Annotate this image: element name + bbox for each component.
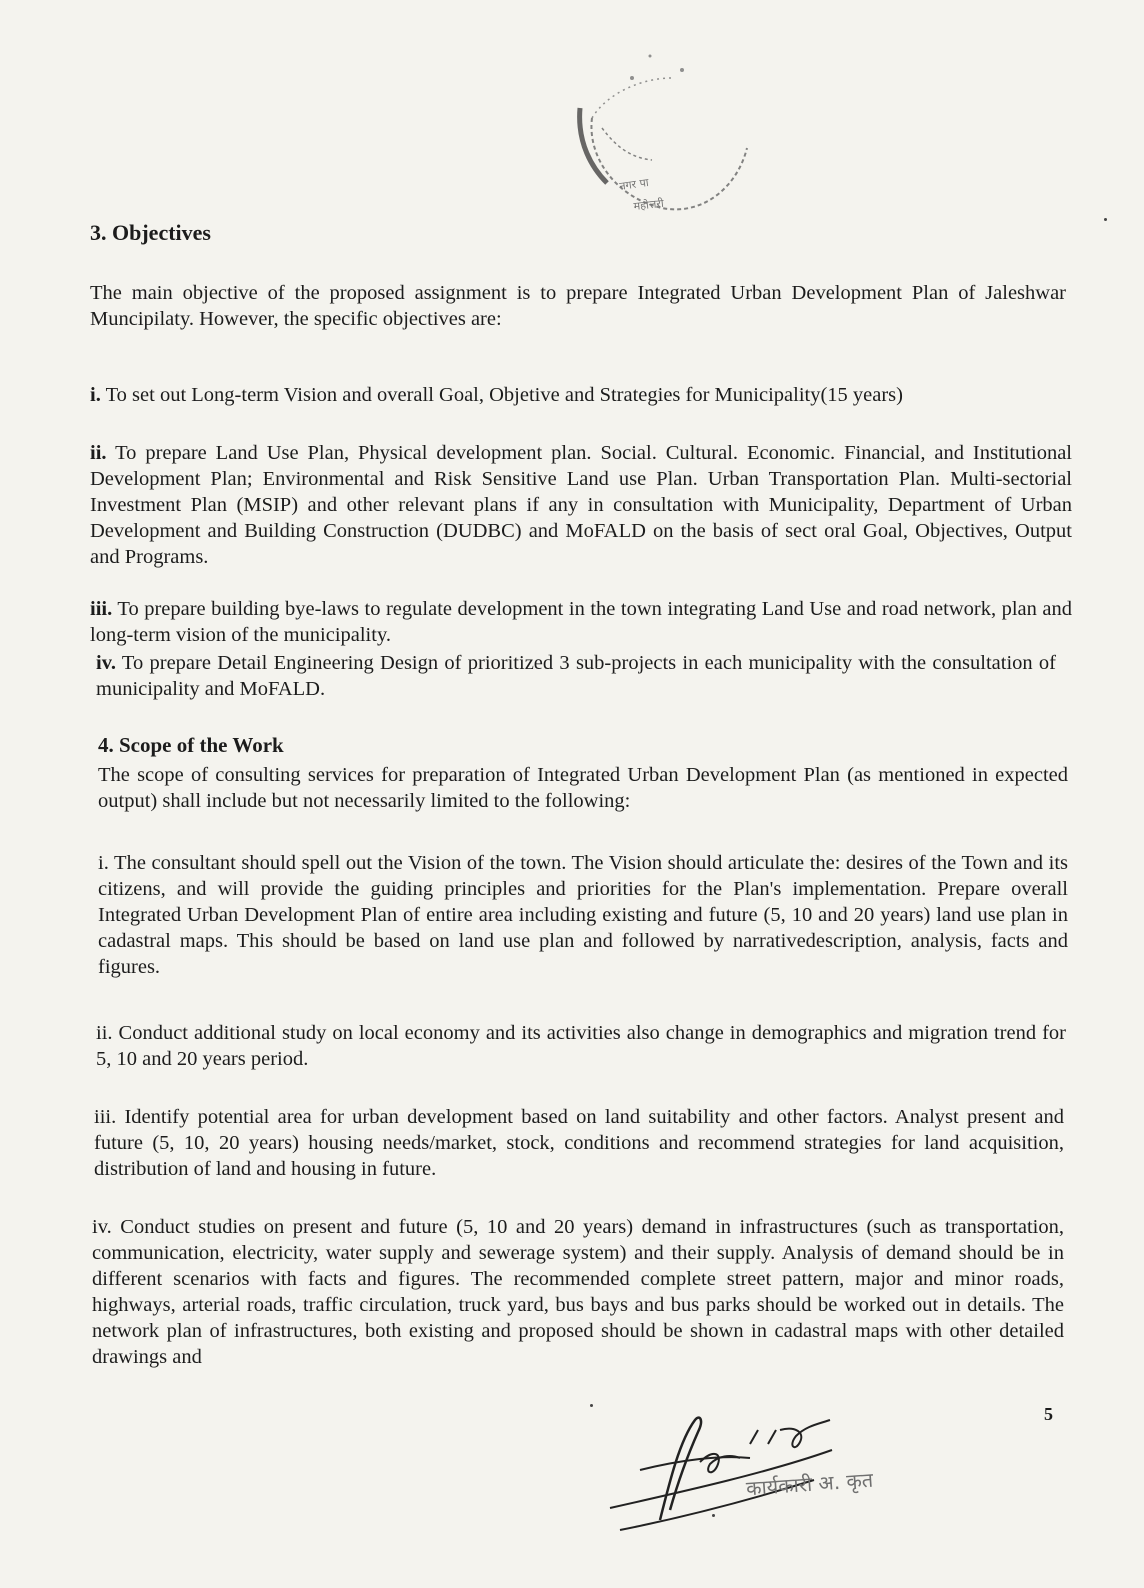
objective-item-text: To prepare Detail Engineering Design of prioritized 3 sub-projects in each municipality with the consultation of municipality and MoFALD. bbox=[96, 652, 1056, 700]
objective-item-label: iv. bbox=[96, 652, 116, 674]
scope-item-label: iv. bbox=[92, 1216, 112, 1238]
scope-item-text: Identify potential area for urban development based on land suitability and other factors. Analyst present and future (5, 10, 20 years) housing needs/market, stock, conditions and recommend strategies for land acquisition, distribution of land and housing in future. bbox=[94, 1106, 1064, 1180]
stamp-text-line1: नगर पा bbox=[618, 176, 650, 193]
section3-heading: 3. Objectives bbox=[90, 220, 211, 245]
objective-item-4 bbox=[96, 650, 1056, 702]
scope-item-text: Conduct studies on present and future (5, 10 and 20 years) demand in infrastructures (such as transportation, communication, electricity, water supply and sewerage system) and their supply. Analysis of demand should be in different scenarios with facts and figures. The recommended complete street pattern, major and minor roads, highways, arterial roads, traffic circulation, truck yard, bus bays and bus parks should be worked out in details. The network plan of infrastructures, both existing and proposed should be shown in cadastral maps with other detailed drawings and bbox=[92, 1216, 1064, 1368]
objective-item-3 bbox=[90, 596, 1072, 648]
scan-speck bbox=[712, 1514, 715, 1517]
section3-intro: The main objective of the proposed assignment is to prepare Integrated Urban Development Plan of Jaleshwar Muncipilaty. However, the specific objectives are: bbox=[90, 282, 1066, 330]
section4-intro: The scope of consulting services for preparation of Integrated Urban Development Plan (as mentioned in expected output) shall include but not necessarily limited to the following: bbox=[98, 764, 1068, 812]
stamp-text-line2: महोत्तरी bbox=[632, 196, 665, 213]
scan-speck bbox=[590, 1404, 593, 1407]
scope-item-3 bbox=[94, 1104, 1064, 1182]
scope-item-text: Conduct additional study on local economy and its activities also change in demographics and migration trend for 5, 10 and 20 years period. bbox=[96, 1022, 1067, 1070]
signatory-designation: कार्यकारी अ. कृत bbox=[745, 1467, 874, 1501]
objective-item-1 bbox=[90, 382, 1026, 408]
scope-item-label: i. bbox=[98, 852, 109, 874]
scope-item-text: The consultant should spell out the Vision of the town. The Vision should articulate the: desires of the Town and its citizens, and will provide the guiding principles and priorities for the Plan's implementation. Prepare overall Integrated Urban Development Plan of entire area including existing and future (5, 10 and 20 years) land use plan in cadastral maps. This should be based on land use plan and followed by narrativedescription, analysis, facts and figures. bbox=[98, 852, 1068, 978]
objective-item-label: ii. bbox=[90, 442, 107, 464]
scan-speck bbox=[1104, 218, 1107, 221]
scope-item-4 bbox=[92, 1214, 1064, 1370]
objective-item-label: i. bbox=[90, 384, 101, 406]
objective-item-text: To prepare building bye-laws to regulate development in the town integrating Land Use and road network, plan and long-term vision of the municipality. bbox=[90, 598, 1072, 646]
objective-item-text: To prepare Land Use Plan, Physical development plan. Social. Cultural. Economic. Financial, and Institutional Development Plan; Environmental and Risk Sensitive Land use Plan. Urban Transportation Plan. Multi-sectorial Investment Plan (MSIP) and other relevant plans if any in consultation with Municipality, Department of Urban Development and Building Construction (DUDBC) and MoFALD on the basis of sect oral Goal, Objectives, Output and Programs. bbox=[90, 442, 1072, 568]
page-number: 5 bbox=[1044, 1404, 1053, 1424]
scope-item-label: iii. bbox=[94, 1106, 117, 1128]
section4-heading: 4. Scope of the Work bbox=[98, 733, 284, 757]
scope-item-1 bbox=[98, 850, 1068, 980]
official-seal-stamp bbox=[572, 48, 762, 223]
objective-item-2 bbox=[90, 440, 1072, 570]
scope-item-label: ii. bbox=[96, 1022, 113, 1044]
objective-item-label: iii. bbox=[90, 598, 113, 620]
objective-item-text: To set out Long-term Vision and overall Goal, Objetive and Strategies for Municipality(15 years) bbox=[105, 384, 903, 406]
scope-item-2 bbox=[96, 1020, 1066, 1072]
